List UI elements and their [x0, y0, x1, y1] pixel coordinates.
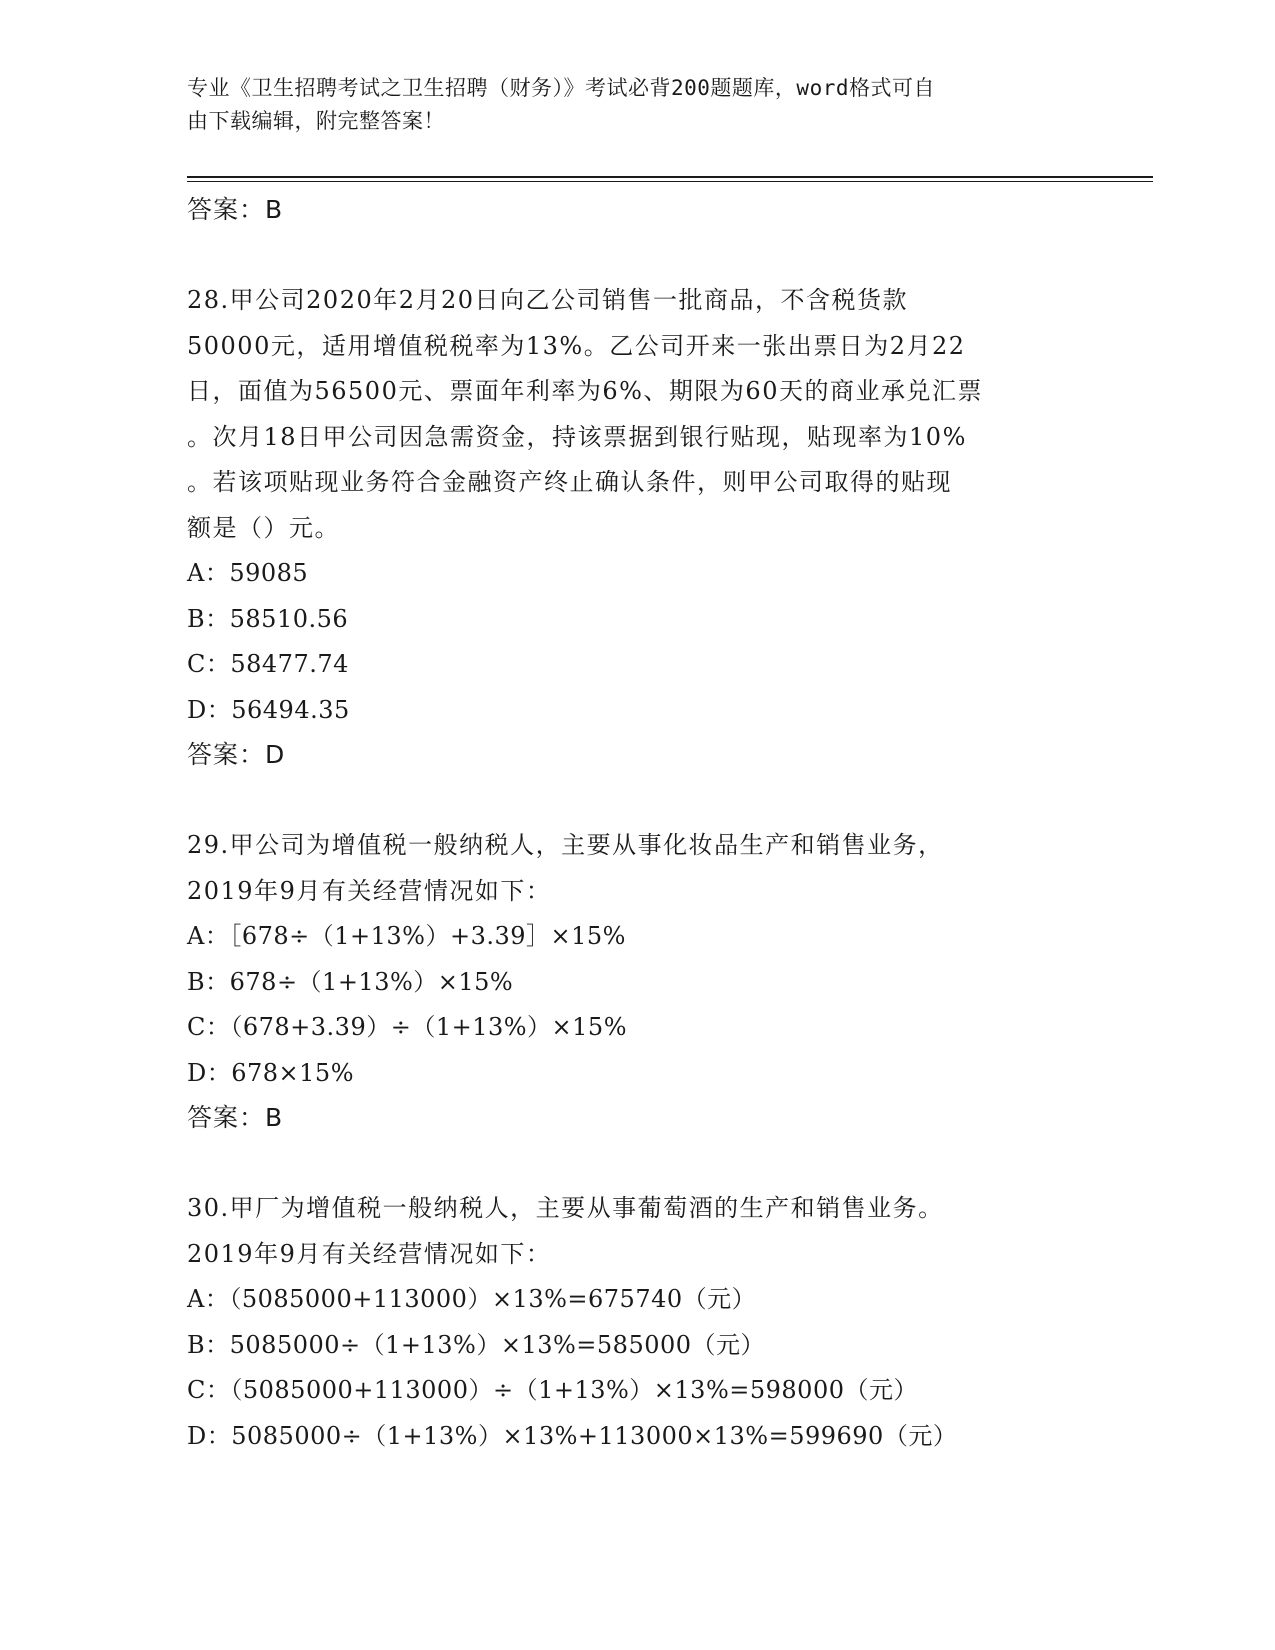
- option-d: D：56494.35: [187, 695, 350, 724]
- option-c: C：（678+3.39）÷（1+13%）×15%: [187, 1013, 628, 1041]
- question-text-line: 日，面值为56500元、票面年利率为6%、期限为60天的商业承兑汇票: [187, 377, 983, 405]
- question-text: [187, 278, 1087, 551]
- previous-answer: 答案：B: [187, 195, 284, 224]
- option-d: D：5085000÷（1+13%）×13%+113000×13%=599690（元）: [187, 1421, 958, 1450]
- document-body: [187, 188, 1087, 1459]
- answer-line: 答案：D: [187, 740, 286, 769]
- question-text-line: 2019年9月有关经营情况如下：: [187, 876, 552, 905]
- question-text: [187, 823, 1087, 914]
- question-text-line: 。次月18日甲公司因急需资金，持该票据到银行贴现，贴现率为10%: [187, 422, 967, 451]
- option-d: D：678×15%: [187, 1058, 355, 1087]
- header-rule-thin: [187, 181, 1153, 182]
- header-line-1: 专业《卫生招聘考试之卫生招聘（财务）》考试必背200题题库，word格式可自: [187, 76, 935, 100]
- header-rule-thick: [187, 176, 1153, 178]
- header-line-2: 由下载编辑，附完整答案！: [187, 109, 445, 133]
- question-text-line: 29.甲公司为增值税一般纳税人，主要从事化妆品生产和销售业务，: [187, 831, 944, 859]
- option-a: A：59085: [187, 559, 309, 587]
- question-text-line: 。若该项贴现业务符合金融资产终止确认条件，则甲公司取得的贴现: [187, 468, 952, 496]
- option-b: B：5085000÷（1+13%）×13%=585000（元）: [187, 1330, 766, 1359]
- question-text-line: 2019年9月有关经营情况如下：: [187, 1239, 552, 1268]
- question-29: [187, 823, 1087, 1140]
- answer-line: 答案：B: [187, 1103, 284, 1132]
- question-text-line: 50000元，适用增值税税率为13%。乙公司开来一张出票日为2月22: [187, 331, 966, 360]
- option-a: A：［678÷（1+13%）+3.39］×15%: [187, 922, 626, 950]
- question-text-line: 30.甲厂为增值税一般纳税人，主要从事葡萄酒的生产和销售业务。: [187, 1194, 944, 1222]
- option-c: C：（5085000+113000）÷（1+13%）×13%=598000（元）: [187, 1376, 918, 1404]
- question-text-line: 额是（）元。: [187, 513, 340, 542]
- document-header: [187, 72, 1067, 138]
- question-text: [187, 1186, 1087, 1277]
- option-b: B：58510.56: [187, 604, 349, 633]
- question-text-line: 28.甲公司2020年2月20日向乙公司销售一批商品，不含税货款: [187, 286, 909, 314]
- question-30: [187, 1186, 1087, 1459]
- option-a: A：（5085000+113000）×13%=675740（元）: [187, 1285, 757, 1313]
- option-b: B：678÷（1+13%）×15%: [187, 967, 514, 996]
- question-28: [187, 278, 1087, 777]
- option-c: C：58477.74: [187, 650, 349, 678]
